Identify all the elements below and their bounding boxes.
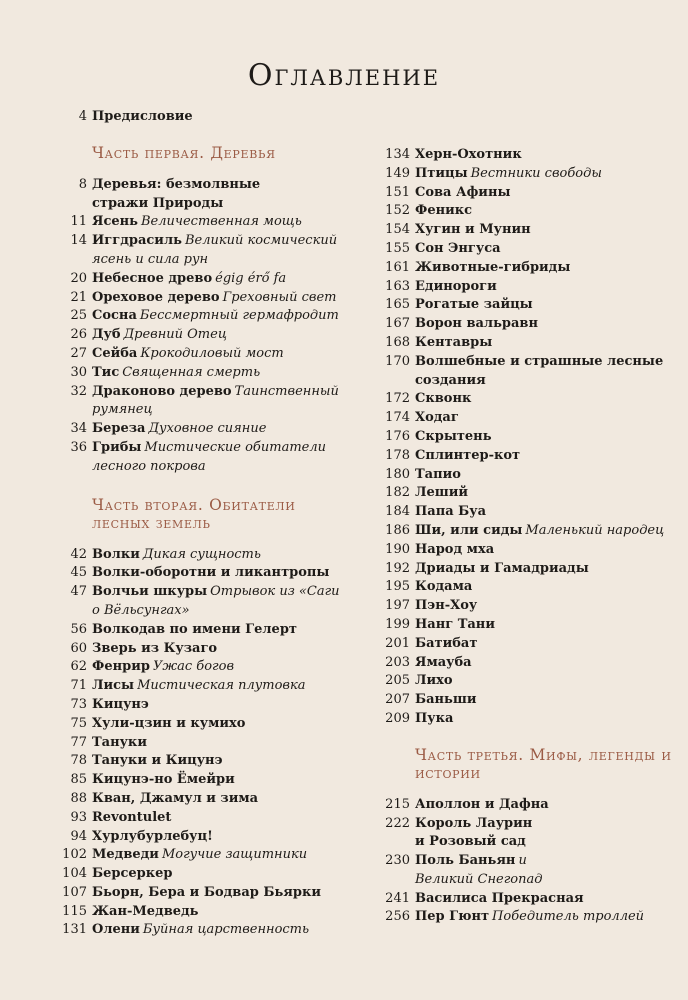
- entry-text: [415, 541, 678, 560]
- page-number: 104: [62, 866, 87, 882]
- page-number: 178: [385, 447, 410, 463]
- toc-entry[interactable]: [60, 658, 350, 677]
- entry-text: [92, 420, 350, 439]
- entry-subtitle: Маленький народец: [525, 522, 665, 538]
- entry-text: [415, 146, 678, 165]
- page-number: 174: [385, 410, 410, 426]
- entry-title: Лисы: [92, 678, 135, 694]
- entry-subtitle: Победитель троллей: [492, 909, 645, 925]
- toc-entry[interactable]: [378, 815, 678, 853]
- entry-title: Волшебные и страшные лесные создания: [415, 353, 664, 388]
- page-number: 20: [70, 270, 87, 286]
- page-number: 186: [385, 522, 410, 538]
- toc-left-column: [60, 108, 350, 940]
- entry-text: [415, 560, 678, 579]
- page-number: 161: [385, 259, 410, 275]
- entry-text: [92, 564, 350, 583]
- entry-text: [92, 640, 350, 659]
- toc-entry[interactable]: [378, 522, 678, 541]
- page-number: 151: [385, 184, 410, 200]
- entry-subtitle: Величественная мощь: [141, 214, 302, 230]
- entry-title: Лихо: [415, 673, 453, 689]
- entry-text: [415, 654, 678, 673]
- entry-text: [92, 921, 350, 940]
- page-number: 205: [385, 673, 410, 689]
- entry-subtitle: и Великий Снегопад: [415, 853, 543, 887]
- entry-title: Revontulet: [92, 809, 172, 825]
- entry-text: [92, 364, 350, 383]
- entry-title: Животные-гибриды: [415, 259, 571, 275]
- entry-subtitle: Великий космический ясень и сила рун: [92, 233, 338, 267]
- page-number: 176: [385, 428, 410, 444]
- entry-title: Сплинтер-кот: [415, 447, 521, 463]
- page-number: 36: [70, 439, 87, 455]
- entry-text: [92, 658, 350, 677]
- entry-text: [92, 715, 350, 734]
- toc-entry[interactable]: [378, 259, 678, 278]
- toc-entry[interactable]: [378, 146, 678, 165]
- page-number: 42: [70, 546, 87, 562]
- section-heading: Часть первая. Деревья: [92, 143, 276, 162]
- entry-text: [415, 710, 678, 729]
- toc-entry[interactable]: [378, 616, 678, 635]
- entry-text: [92, 232, 350, 270]
- toc-entry[interactable]: [378, 202, 678, 221]
- entry-title: Хурлубурлебуц!: [92, 828, 213, 844]
- entry-text: [415, 278, 678, 297]
- toc-entry[interactable]: [378, 466, 678, 485]
- toc-entry[interactable]: [378, 503, 678, 522]
- toc-entry[interactable]: [60, 790, 350, 809]
- entry-title: Единороги: [415, 278, 497, 294]
- toc-entry[interactable]: [378, 654, 678, 673]
- toc-entry[interactable]: [378, 296, 678, 315]
- entry-text: [415, 672, 678, 691]
- page-number: 62: [70, 659, 87, 675]
- page-number: 256: [385, 909, 410, 925]
- toc-entry[interactable]: [378, 541, 678, 560]
- toc-entry[interactable]: [60, 364, 350, 383]
- entry-text: [92, 108, 350, 127]
- entry-text: [415, 616, 678, 635]
- entry-title: Деревья: безмолвные стражи Природы: [92, 176, 261, 211]
- toc-entry[interactable]: [60, 546, 350, 565]
- page-number: 45: [70, 565, 87, 581]
- toc-entry[interactable]: [378, 710, 678, 729]
- page-number: 170: [385, 353, 410, 369]
- toc-entry[interactable]: [378, 635, 678, 654]
- page-number: 209: [385, 710, 410, 726]
- entry-text: [92, 734, 350, 753]
- toc-right-column: [378, 146, 678, 927]
- entry-title: Олени: [92, 922, 140, 938]
- page-number: 203: [385, 654, 410, 670]
- toc-entry[interactable]: [378, 691, 678, 710]
- toc-entry[interactable]: [60, 345, 350, 364]
- entry-title: Кицунэ: [92, 696, 149, 712]
- entry-title: Батибат: [415, 635, 478, 651]
- entry-text: [415, 852, 565, 890]
- page-number: 94: [70, 828, 87, 844]
- entry-title: Ши, или сиды: [415, 522, 523, 538]
- entry-text: [415, 890, 678, 909]
- toc-entry[interactable]: [378, 334, 678, 353]
- page-number: 77: [70, 734, 87, 750]
- entry-subtitle: Греховный свет: [222, 289, 337, 305]
- entry-text: [92, 583, 350, 621]
- entry-title: Ясень: [92, 214, 138, 230]
- entry-text: [415, 184, 678, 203]
- entry-text: [415, 484, 678, 503]
- page-number: 4: [78, 109, 87, 124]
- toc-entry[interactable]: [60, 771, 350, 790]
- page-number: 241: [385, 890, 410, 906]
- entry-title: Берсеркер: [92, 866, 173, 882]
- page-number: 21: [70, 289, 87, 305]
- toc-entry[interactable]: [378, 315, 678, 334]
- toc-entry[interactable]: [60, 809, 350, 828]
- entry-title: Пер Гюнт: [415, 909, 490, 925]
- toc-entry[interactable]: [378, 484, 678, 503]
- page-number: 207: [385, 692, 410, 708]
- toc-entry[interactable]: [60, 846, 350, 865]
- entry-text: [92, 383, 350, 421]
- entry-text: [415, 815, 545, 853]
- entry-text: [415, 635, 678, 654]
- entry-text: [92, 809, 350, 828]
- entry-title: Сова Афины: [415, 184, 511, 200]
- entry-title: Дуб: [92, 327, 121, 343]
- page-number: 11: [70, 214, 87, 230]
- page-number: 85: [70, 772, 87, 788]
- entry-title: Кван, Джамул и зима: [92, 790, 259, 806]
- entry-title: Рогатые зайцы: [415, 297, 533, 313]
- page-number: 192: [385, 560, 410, 576]
- page-number: 73: [70, 696, 87, 712]
- entry-title: Бьорн, Бера и Бодвар Бьярки: [92, 884, 322, 900]
- entry-title: Кодама: [415, 579, 473, 595]
- toc-entry[interactable]: [378, 852, 678, 890]
- entry-text: [415, 522, 678, 541]
- page-number: 134: [385, 147, 410, 162]
- toc-entry[interactable]: [378, 390, 678, 409]
- toc-entry[interactable]: [60, 621, 350, 640]
- page-number: 93: [70, 809, 87, 825]
- entry-text: [92, 884, 350, 903]
- toc-entry[interactable]: [378, 428, 678, 447]
- entry-text: [415, 428, 678, 447]
- page-number: 88: [70, 790, 87, 806]
- page-number: 78: [70, 753, 87, 769]
- entry-subtitle: Древний Отец: [123, 327, 227, 343]
- page-number: 27: [70, 345, 87, 361]
- page-number: 230: [385, 853, 410, 869]
- entry-title: Ворон вальравн: [415, 316, 538, 332]
- entry-text: [92, 307, 350, 326]
- toc-entry[interactable]: [378, 353, 678, 391]
- toc-entry[interactable]: [378, 447, 678, 466]
- entry-subtitle: Могучие защитники: [161, 847, 308, 863]
- entry-title: Кицунэ-но Ёмейри: [92, 772, 235, 788]
- entry-title: Баньши: [415, 692, 477, 708]
- toc-entry[interactable]: [60, 640, 350, 659]
- page-number: 215: [385, 796, 410, 812]
- toc-entry[interactable]: [60, 420, 350, 439]
- entry-text: [92, 345, 350, 364]
- toc-entry[interactable]: [378, 184, 678, 203]
- entry-text: [92, 846, 350, 865]
- entry-title: Фенрир: [92, 659, 150, 675]
- entry-title: Поль Баньян: [415, 853, 516, 869]
- entry-title: Аполлон и Дафна: [415, 796, 549, 812]
- entry-text: [415, 165, 678, 184]
- entry-text: [92, 213, 350, 232]
- page-number: 197: [385, 598, 410, 614]
- toc-entry[interactable]: [60, 232, 350, 270]
- page-number: 165: [385, 297, 410, 313]
- page-number: 102: [62, 847, 87, 863]
- page-number: 172: [385, 391, 410, 407]
- toc-entry[interactable]: [60, 213, 350, 232]
- toc-entry[interactable]: [60, 564, 350, 583]
- toc-entry[interactable]: [60, 715, 350, 734]
- entry-text: [415, 390, 678, 409]
- entry-title: Народ мха: [415, 541, 495, 557]
- entry-text: [415, 202, 678, 221]
- entry-title: Драконово дерево: [92, 383, 232, 399]
- entry-title: Папа Буа: [415, 504, 487, 520]
- toc-entry[interactable]: [60, 289, 350, 308]
- entry-title: Грибы: [92, 439, 142, 455]
- entry-text: [415, 796, 678, 815]
- page-number: 199: [385, 616, 410, 632]
- entry-text: [415, 578, 678, 597]
- toc-entry[interactable]: [60, 439, 350, 477]
- entry-text: [415, 409, 678, 428]
- entry-title: Пэн-Хоу: [415, 598, 478, 614]
- toc-entry[interactable]: [378, 672, 678, 691]
- entry-text: [415, 334, 678, 353]
- toc-entry[interactable]: [378, 796, 678, 815]
- page-number: 184: [385, 504, 410, 520]
- entry-text: [415, 296, 678, 315]
- entry-title: Волкодав по имени Гелерт: [92, 621, 297, 637]
- toc-entry[interactable]: [60, 677, 350, 696]
- entry-title: Тис: [92, 364, 120, 380]
- entry-title: Леший: [415, 485, 469, 501]
- entry-title: Нанг Тани: [415, 616, 495, 632]
- entry-title: Тануки и Кицунэ: [92, 753, 223, 769]
- entry-title: Жан-Медведь: [92, 903, 199, 919]
- entry-title: Дриады и Гамадриады: [415, 560, 589, 576]
- page-number: 75: [70, 715, 87, 731]
- page-number: 152: [385, 203, 410, 219]
- toc-entry[interactable]: [60, 884, 350, 903]
- toc-entry[interactable]: [378, 278, 678, 297]
- toc-entry[interactable]: [60, 176, 350, 214]
- entry-title: Король Лаурин и Розовый сад: [415, 815, 533, 850]
- entry-title: Феникс: [415, 203, 473, 219]
- entry-subtitle: Бессмертный гермафродит: [139, 308, 339, 324]
- page-number: 163: [385, 278, 410, 294]
- toc-entry[interactable]: [378, 890, 678, 909]
- page-number: 182: [385, 485, 410, 501]
- page-number: 26: [70, 327, 87, 343]
- entry-title: Береза: [92, 421, 146, 437]
- page-number: 168: [385, 334, 410, 350]
- entry-subtitle: Крокодиловый мост: [140, 345, 284, 361]
- section-heading: Часть вторая. Обитатели лесных земель: [92, 495, 296, 532]
- page-number: 154: [385, 222, 410, 238]
- entry-text: [415, 259, 678, 278]
- toc-entry[interactable]: [378, 165, 678, 184]
- entry-title: Небесное древо: [92, 270, 213, 286]
- toc-entry[interactable]: [60, 865, 350, 884]
- toc-entry[interactable]: [60, 307, 350, 326]
- entry-title: Медведи: [92, 847, 159, 863]
- page-number: 34: [70, 421, 87, 437]
- page-number: 8: [78, 176, 87, 192]
- toc-entry[interactable]: [378, 908, 678, 927]
- page-number: 155: [385, 240, 410, 256]
- entry-text: [92, 176, 272, 214]
- entry-text: [415, 691, 678, 710]
- entry-text: [92, 790, 350, 809]
- toc-entry[interactable]: [60, 752, 350, 771]
- toc-entry[interactable]: [60, 583, 350, 621]
- page-title: Оглавление: [247, 58, 441, 93]
- toc-entry[interactable]: [378, 240, 678, 259]
- entry-title: Хули-цзин и кумихо: [92, 715, 246, 731]
- page-number: 107: [62, 884, 87, 900]
- page-number: 25: [70, 308, 87, 324]
- entry-subtitle: Мистическая плутовка: [137, 678, 306, 694]
- entry-subtitle: Священная смерть: [122, 364, 261, 380]
- entry-title: Волки: [92, 546, 140, 562]
- section-heading: Часть третья. Мифы, легенды и истории: [415, 745, 672, 782]
- entry-text: [415, 353, 678, 391]
- entry-subtitle: Духовное сияние: [148, 421, 267, 437]
- entry-text: [92, 270, 350, 289]
- entry-text: [92, 546, 350, 565]
- page-number: 30: [70, 364, 87, 380]
- entry-title: Сейба: [92, 345, 138, 361]
- entry-title: Тануки: [92, 734, 147, 750]
- entry-title: Предисловие: [92, 109, 193, 124]
- page-number: 131: [62, 922, 87, 938]
- entry-subtitle: Таинственный румянец: [92, 383, 339, 418]
- toc-entry[interactable]: [378, 578, 678, 597]
- entry-text: [415, 315, 678, 334]
- entry-text: [92, 677, 350, 696]
- page-number: 190: [385, 541, 410, 557]
- toc-entry[interactable]: [60, 921, 350, 940]
- entry-title: Ореховое дерево: [92, 289, 220, 305]
- entry-text: [415, 240, 678, 259]
- page-number: 222: [385, 815, 410, 831]
- entry-title: Кентавры: [415, 334, 493, 350]
- entry-subtitle: Буйная царственность: [142, 922, 310, 938]
- toc-entry[interactable]: [60, 326, 350, 345]
- page-number: 149: [385, 165, 410, 181]
- entry-title: Сон Энгуса: [415, 240, 501, 256]
- entry-text: [415, 447, 678, 466]
- page-number: 115: [62, 903, 87, 919]
- entry-text: [92, 771, 350, 790]
- entry-title: Василиса Прекрасная: [415, 890, 584, 906]
- page-number: 71: [70, 678, 87, 694]
- page-number: 201: [385, 635, 410, 651]
- entry-text: [415, 908, 678, 927]
- entry-title: Тапио: [415, 466, 461, 482]
- toc-entry[interactable]: [378, 221, 678, 240]
- entry-title: Зверь из Кузаго: [92, 640, 218, 656]
- entry-text: [415, 221, 678, 240]
- entry-title: Херн-Охотник: [415, 147, 522, 162]
- entry-title: Пука: [415, 710, 454, 726]
- toc-entry[interactable]: [60, 270, 350, 289]
- toc-entry[interactable]: [60, 108, 350, 127]
- entry-text: [92, 752, 350, 771]
- page-number: 56: [70, 621, 87, 637]
- entry-subtitle: Вестники свободы: [470, 165, 602, 181]
- entry-text: [92, 439, 350, 477]
- toc-entry[interactable]: [60, 903, 350, 922]
- page-number: 195: [385, 579, 410, 595]
- entry-text: [92, 865, 350, 884]
- entry-title: Скрытень: [415, 428, 492, 444]
- page-number: 14: [70, 233, 87, 249]
- entry-text: [415, 466, 678, 485]
- toc-entry[interactable]: [60, 696, 350, 715]
- entry-title: Волчьи шкуры: [92, 584, 208, 600]
- page-number: 180: [385, 466, 410, 482]
- entry-title: Волки-оборотни и ликантропы: [92, 565, 330, 581]
- entry-text: [415, 597, 678, 616]
- page-number: 167: [385, 316, 410, 332]
- entry-text: [92, 621, 350, 640]
- entry-text: [92, 828, 350, 847]
- entry-text: [92, 696, 350, 715]
- toc-entry[interactable]: [378, 409, 678, 428]
- entry-subtitle: égig érő fa: [215, 270, 287, 286]
- entry-title: Хугин и Мунин: [415, 222, 531, 238]
- page-number: 60: [70, 640, 87, 656]
- entry-title: Птицы: [415, 165, 468, 181]
- entry-title: Сквонк: [415, 391, 472, 407]
- entry-title: Иггдрасиль: [92, 233, 182, 249]
- entry-title: Сосна: [92, 308, 137, 324]
- page-number: 47: [70, 584, 87, 600]
- entry-text: [415, 503, 678, 522]
- entry-subtitle: Отрывок из «Саги о Вёльсунгах»: [92, 584, 340, 618]
- entry-text: [92, 289, 350, 308]
- toc-entry[interactable]: [60, 383, 350, 421]
- toc-entry[interactable]: [378, 597, 678, 616]
- entry-subtitle: Мистические обитатели лесного покрова: [92, 439, 326, 474]
- entry-text: [92, 326, 350, 345]
- page-number: 32: [70, 383, 87, 399]
- toc-entry[interactable]: [60, 828, 350, 847]
- entry-title: Ямауба: [415, 654, 472, 670]
- toc-entry[interactable]: [60, 734, 350, 753]
- entry-title: Ходаг: [415, 410, 459, 426]
- toc-entry[interactable]: [378, 560, 678, 579]
- entry-text: [92, 903, 350, 922]
- entry-subtitle: Ужас богов: [152, 659, 235, 675]
- entry-subtitle: Дикая сущность: [142, 546, 261, 562]
